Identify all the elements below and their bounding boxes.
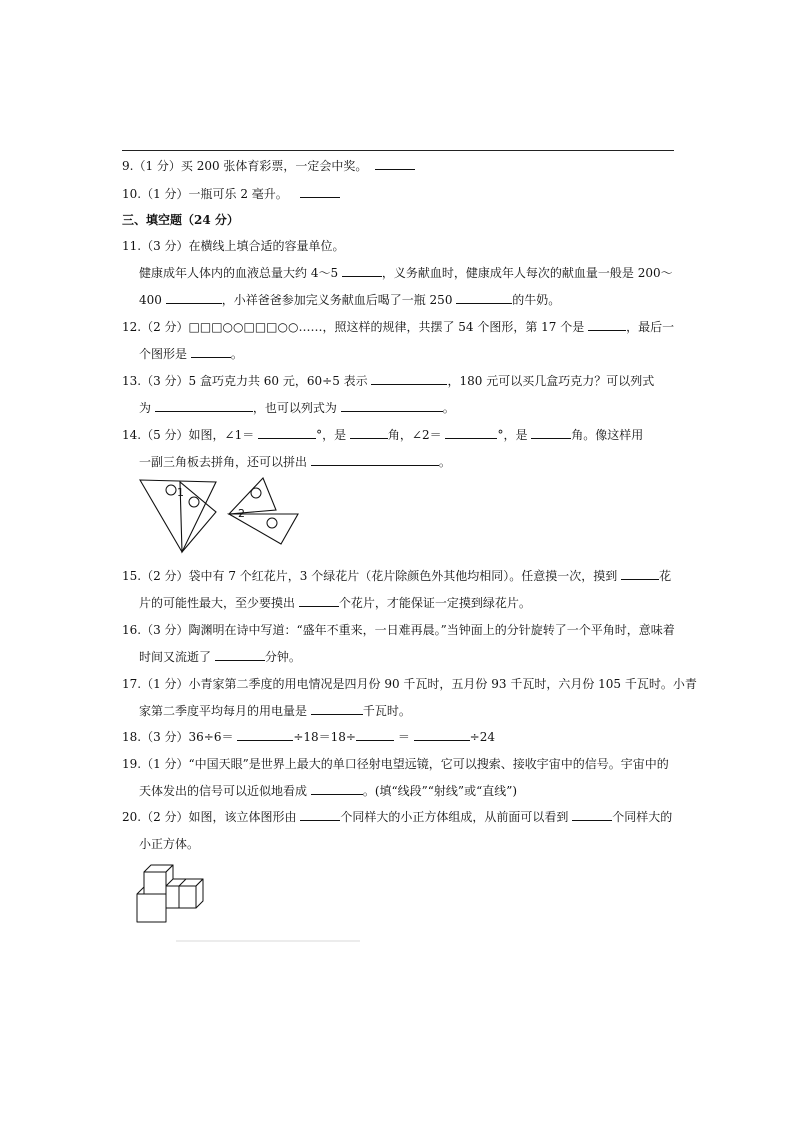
text-segment: 个同样大的小正方体组成，从前面可以看到	[340, 810, 569, 824]
question-11	[122, 238, 345, 254]
cube-stack-figure	[134, 860, 210, 926]
text-segment: 。	[230, 347, 243, 361]
text-segment: ，最后一	[626, 320, 675, 334]
question-17	[122, 676, 697, 692]
set-square-hole	[251, 488, 261, 498]
answer-blank[interactable]	[311, 783, 363, 795]
question-19-text: 19.（1 分）“中国天眼”是世界上最大的单口径射电望远镜，它可以搜索、接收宇宙中的信号。宇宙中的	[122, 757, 669, 771]
text-segment: ，义务献血时，健康成年人每次的献血量一般是 200～	[381, 266, 673, 280]
text-segment: 个同样大的	[612, 810, 673, 824]
question-13-line-2	[139, 400, 455, 416]
text-segment: ，小祥爸爸参加完义务献血后喝了一瓶 250	[221, 293, 453, 307]
text-segment: 。	[442, 401, 455, 415]
question-18	[122, 729, 495, 745]
text-segment: 一副三角板去拼角，还可以拼出	[139, 455, 308, 469]
question-13	[122, 373, 654, 389]
question-16-text: 16.（3 分）陶渊明在诗中写道：“盛年不重来，一日难再晨。”当钟面上的分针旋转了一个平角时，意味着	[122, 623, 675, 637]
question-18-text: 18.（3 分）36÷6＝	[122, 730, 234, 744]
answer-blank[interactable]	[350, 427, 388, 439]
answer-blank[interactable]	[371, 373, 447, 385]
answer-blank[interactable]	[588, 319, 626, 331]
answer-blank[interactable]	[456, 292, 512, 304]
text-segment: 花	[659, 569, 672, 583]
answer-blank[interactable]	[375, 158, 415, 170]
text-segment: 角。像这样用	[571, 428, 644, 442]
question-20-text: 20.（2 分）如图，该立体图形由	[122, 810, 297, 824]
question-20-line-2	[139, 836, 199, 852]
answer-blank[interactable]	[215, 649, 265, 661]
text-segment: ，180 元可以买几盒巧克力？可以列式	[447, 374, 655, 388]
text-segment: 小正方体。	[139, 837, 200, 851]
answer-blank[interactable]	[166, 292, 222, 304]
question-16-line-2	[139, 649, 301, 665]
text-segment: 健康成年人体内的血液总量大约 4～5	[139, 266, 339, 280]
question-16	[122, 622, 675, 638]
answer-blank[interactable]	[311, 454, 439, 466]
angle-2-label: 2	[238, 507, 245, 520]
text-segment: 。	[438, 455, 451, 469]
question-12-text: 12.（2 分）□□□○○□□□○○……，照这样的规律，共摆了 54 个图形，第 17 个是	[122, 320, 585, 334]
header-rule	[122, 150, 674, 151]
section-title: 三、填空题（24 分）	[122, 213, 239, 227]
answer-blank[interactable]	[311, 703, 363, 715]
question-15-text: 15.（2 分）袋中有 7 个红花片，3 个绿花片（花片除颜色外其他均相同）。任意摸一次，摸到	[122, 569, 618, 583]
question-14	[122, 427, 643, 443]
text-segment: ，也可以列式为	[252, 401, 337, 415]
text-segment: 。(填“线段”“射线”或“直线”)	[362, 784, 518, 798]
text-segment: 时间又流逝了	[139, 650, 212, 664]
question-14-line-2	[139, 454, 451, 470]
question-11-line-2	[139, 265, 673, 281]
set-square-hole	[189, 497, 199, 507]
answer-blank[interactable]	[531, 427, 571, 439]
answer-blank[interactable]	[414, 729, 470, 741]
set-square-hole	[267, 518, 277, 528]
question-14-text: 14.（5 分）如图，∠1＝	[122, 428, 255, 442]
text-segment: 天体发出的信号可以近似地看成	[139, 784, 308, 798]
question-12-line-2	[139, 346, 243, 362]
question-15-line-2	[139, 595, 531, 611]
question-10-text: 10.（1 分）一瓶可乐 2 毫升。	[122, 187, 288, 201]
cube-front-face	[166, 886, 196, 908]
text-segment: °，是	[316, 428, 347, 442]
answer-blank[interactable]	[445, 427, 497, 439]
cube-front-face	[137, 894, 166, 922]
text-segment: °，是	[497, 428, 528, 442]
cube-front-face	[144, 872, 166, 894]
answer-blank[interactable]	[356, 729, 394, 741]
question-20	[122, 809, 672, 825]
text-segment: 千瓦时。	[362, 704, 411, 718]
text-segment: 为	[139, 401, 152, 415]
set-square-hole	[166, 485, 176, 495]
text-segment: 400	[139, 293, 162, 307]
text-segment: 家第二季度平均每月的用电量是	[139, 704, 308, 718]
question-11-line-3	[139, 292, 560, 308]
answer-blank[interactable]	[621, 568, 659, 580]
question-19-line-2	[139, 783, 517, 799]
text-segment: 的牛奶。	[512, 293, 561, 307]
question-11-text: 11.（3 分）在横线上填合适的容量单位。	[122, 239, 345, 253]
text-segment: ÷18＝18÷	[293, 730, 356, 744]
answer-blank[interactable]	[300, 809, 340, 821]
cube-edge	[137, 887, 144, 894]
angle-1-label: 1	[177, 486, 184, 499]
question-17-line-2	[139, 703, 411, 719]
answer-blank[interactable]	[341, 400, 443, 412]
text-segment: 个图形是	[139, 347, 188, 361]
answer-blank[interactable]	[237, 729, 293, 741]
question-9	[122, 158, 415, 174]
text-segment: 角，∠2＝	[387, 428, 442, 442]
text-segment: ＝	[397, 730, 410, 744]
answer-blank[interactable]	[299, 595, 339, 607]
answer-blank[interactable]	[191, 346, 231, 358]
question-13-text: 13.（3 分）5 盒巧克力共 60 元，60÷5 表示	[122, 374, 368, 388]
answer-blank[interactable]	[572, 809, 612, 821]
answer-blank[interactable]	[258, 427, 316, 439]
question-19	[122, 756, 669, 772]
set-square-angle-figure	[132, 474, 312, 558]
text-segment: ÷24	[469, 730, 495, 744]
scan-shadow-line	[176, 940, 360, 942]
question-12	[122, 319, 674, 335]
question-17-text: 17.（1 分）小青家第二季度的用电情况是四月份 90 千瓦时，五月份 93 千瓦时，六月份 105 千瓦时。小青	[122, 677, 697, 691]
question-9-text: 9.（1 分）买 200 张体育彩票，一定会中奖。	[122, 159, 368, 173]
question-10	[122, 186, 340, 202]
question-15	[122, 568, 671, 584]
answer-blank[interactable]	[300, 186, 340, 198]
text-segment: 分钟。	[264, 650, 301, 664]
text-segment: 个花片，才能保证一定摸到绿花片。	[338, 596, 531, 610]
answer-blank[interactable]	[155, 400, 253, 412]
text-segment: 片的可能性最大，至少要摸出	[139, 596, 296, 610]
answer-blank[interactable]	[342, 265, 382, 277]
